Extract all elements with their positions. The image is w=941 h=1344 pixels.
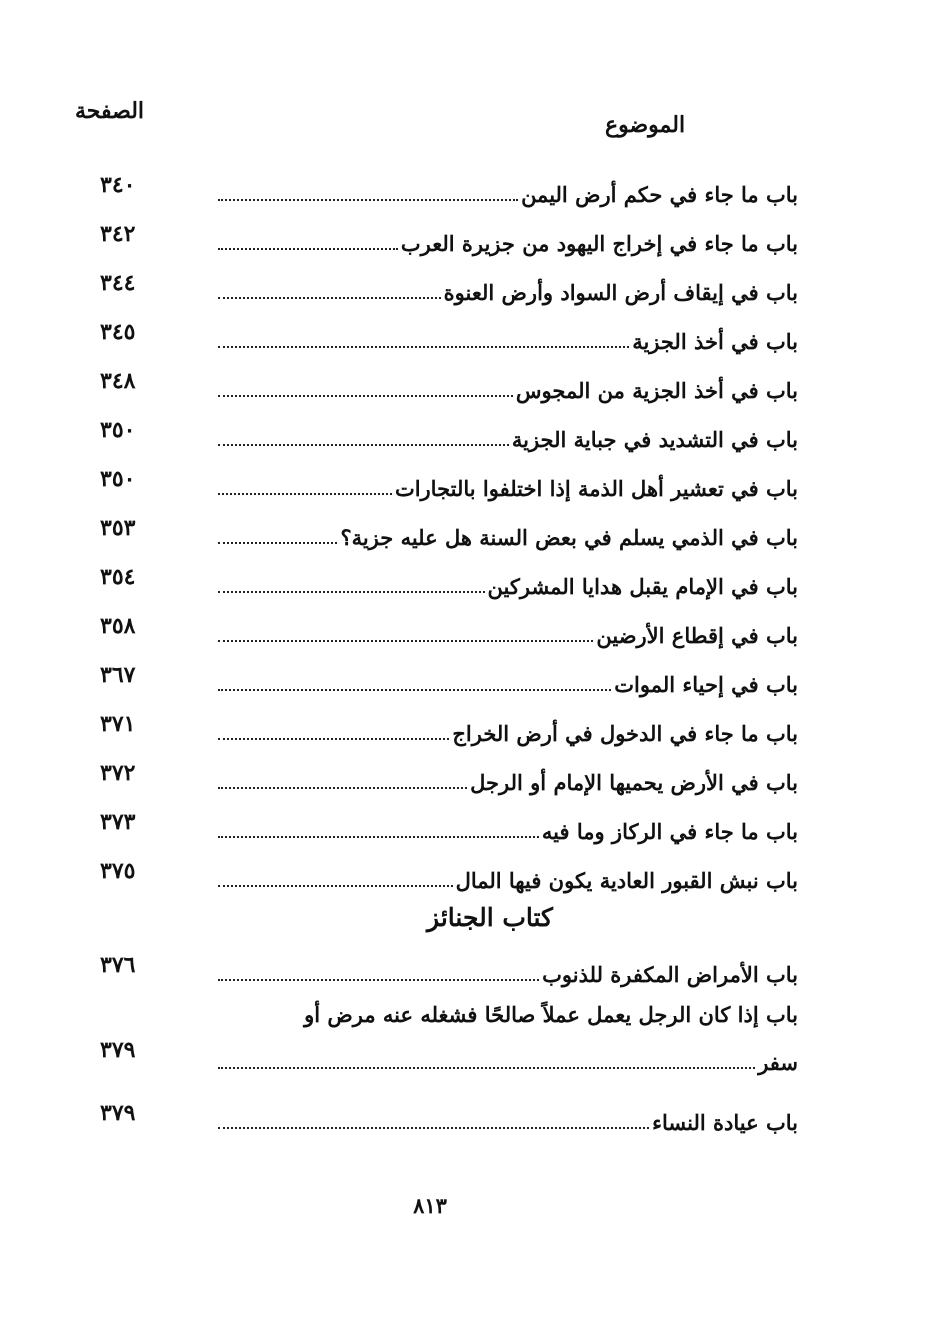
toc-row [0,856,941,896]
entry-title: باب في الأرض يحميها الإمام أو الرجل [470,770,798,795]
leader-dots [218,394,513,397]
leader-dots [218,443,509,446]
toc-entry [218,415,798,455]
toc-entry [218,317,798,357]
entry-page-number: ٣٤٢ [100,221,136,247]
leader-dots [218,198,518,201]
entry-page-number: ٣٧٦ [100,952,136,978]
leader-dots [218,688,611,691]
page-column-header: الصفحة [75,98,145,124]
entry-page-number: ٣٧١ [100,711,136,737]
entry-page-number: ٣٤٥ [100,319,136,345]
leader-dots [218,737,449,740]
toc-row [0,709,941,749]
entry-title: باب نبش القبور العادية يكون فيها المال [455,868,798,893]
leader-dots [218,1066,755,1069]
entry-page-number: ٣٥٣ [100,515,136,541]
toc-row [0,758,941,798]
leader-dots [218,1126,649,1129]
toc-row [0,950,941,990]
toc-entry [218,366,798,406]
entry-title: باب في تعشير أهل الذمة إذا اختلفوا بالتجارات [394,476,798,501]
toc-entry [218,758,798,798]
entry-title: باب في إحياء الموات [614,672,798,697]
entry-title: باب في إقطاع الأرضين [596,623,798,648]
entry-page-number: ٣٧٩ [100,1037,136,1063]
entry-title-line-1: باب إذا كان الرجل يعمل عملاً صالحًا فشغله عنه مرض أو [304,1002,798,1027]
toc-row [0,219,941,259]
entry-title: باب في الذمي يسلم في بعض السنة هل عليه جزية؟ [340,525,798,550]
toc-row [0,170,941,210]
toc-row [0,660,941,700]
toc-row [0,415,941,455]
entry-title: باب في الإمام يقبل هدايا المشركين [487,574,798,599]
leader-dots [218,835,539,838]
toc-entry [218,219,798,259]
leader-dots [218,786,467,789]
toc-row [0,562,941,602]
toc-row [0,268,941,308]
entry-title-line-2: سفر [758,1050,798,1075]
entry-page-number: ٣٤٨ [100,368,136,394]
leader-dots [218,978,539,981]
entry-title: باب في أخذ الجزية [632,329,798,354]
leader-dots [218,492,392,495]
toc-entry [218,513,798,553]
toc-entry [218,807,798,847]
entry-page-number: ٣٤٤ [100,270,136,296]
entry-page-number: ٣٥٠ [100,466,136,492]
toc-entry [218,268,798,308]
toc-entry [218,709,798,749]
leader-dots [218,639,593,642]
toc-entry [218,856,798,896]
toc-entry [218,170,798,210]
leader-dots [218,247,398,250]
chapter-heading: كتاب الجنائز [427,903,553,932]
toc-row [0,464,941,504]
entry-title: باب ما جاء في حكم أرض اليمن [521,182,798,207]
entry-page-number: ٣٧٢ [100,760,136,786]
topic-column-header: الموضوع [605,112,686,138]
page-number-footer: ٨١٣ [413,1193,447,1218]
entry-title-line-2-row [218,1048,798,1078]
entry-title: باب ما جاء في الدخول في أرض الخراج [452,721,798,746]
toc-row [0,1098,941,1138]
toc-row [0,317,941,357]
entry-page-number: ٣٥٤ [100,564,136,590]
leader-dots [218,884,453,887]
entry-title: باب ما جاء في إخراج اليهود من جزيرة العرب [400,231,798,256]
entry-page-number: ٣٧٥ [100,858,136,884]
entry-page-number: ٣٥٠ [100,417,136,443]
toc-entry-multiline [218,1000,798,1078]
toc-row [0,611,941,651]
toc-row [0,513,941,553]
leader-dots [218,296,441,299]
entry-page-number: ٣٧٣ [100,809,136,835]
entry-title: باب في التشديد في جباية الجزية [511,427,798,452]
entry-page-number: ٣٦٧ [100,662,136,688]
entry-title: باب في أخذ الجزية من المجوس [515,378,798,403]
toc-entry [218,464,798,504]
leader-dots [218,541,337,544]
leader-dots [218,590,485,593]
toc-entry [218,562,798,602]
toc-entry [218,1098,798,1138]
entry-title: باب ما جاء في الركاز وما فيه [541,819,798,844]
toc-row [0,807,941,847]
entry-title: باب عيادة النساء [652,1110,798,1135]
toc-entry [218,950,798,990]
entry-title: باب في إيقاف أرض السواد وأرض العنوة [443,280,798,305]
leader-dots [218,345,629,348]
entry-page-number: ٣٥٨ [100,613,136,639]
toc-entry [218,611,798,651]
toc-row [0,366,941,406]
entry-title: باب الأمراض المكفرة للذنوب [542,962,798,987]
entry-page-number: ٣٧٩ [100,1100,136,1126]
entry-page-number: ٣٤٠ [100,172,136,198]
toc-entry [218,660,798,700]
